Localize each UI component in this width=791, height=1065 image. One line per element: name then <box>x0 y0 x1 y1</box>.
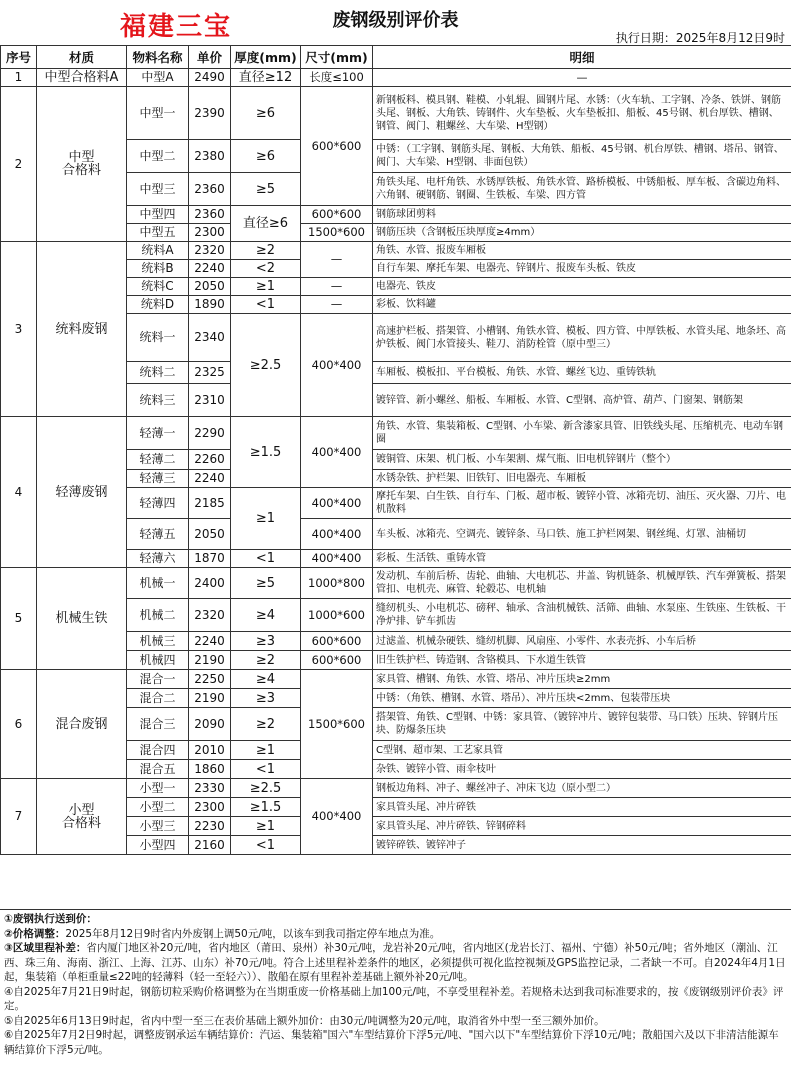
thickness-cell: ≥3 <box>231 632 301 651</box>
name-cell: 轻薄一 <box>127 417 189 450</box>
thickness-cell: <2 <box>231 260 301 278</box>
size-cell: 400*400 <box>301 488 373 519</box>
name-cell: 统料一 <box>127 314 189 362</box>
page-title: 废钢级别评价表 <box>332 10 459 31</box>
seq-cell: 6 <box>1 670 37 779</box>
detail-cell: 钢板边角料、冲子、螺丝冲子、冲床飞边（原小型二） <box>373 779 791 798</box>
thickness-cell: <1 <box>231 550 301 568</box>
price-cell: 2160 <box>189 836 231 855</box>
price-cell: 2240 <box>189 632 231 651</box>
seq-cell: 7 <box>1 779 37 855</box>
detail-cell: 杂铁、镀锌小管、雨伞枝叶 <box>373 760 791 779</box>
material-cell: 中型合格料A <box>37 69 127 87</box>
thickness-cell: <1 <box>231 296 301 314</box>
thickness-cell: ≥4 <box>231 599 301 632</box>
detail-cell: 钢筋压块（含钢板压块厚度≥4mm） <box>373 224 791 242</box>
seq-cell: 4 <box>1 417 37 568</box>
table-row <box>1 87 791 140</box>
size-cell: 400*400 <box>301 519 373 550</box>
detail-cell: C型钢、超市架、工艺家具管 <box>373 741 791 760</box>
detail-cell: 家具管头尾、冲片碎铁、锌钢碎料 <box>373 817 791 836</box>
detail-cell: 自行车架、摩托车架、电器壳、锌钢片、报废车头板、铁皮 <box>373 260 791 278</box>
size-cell: — <box>301 242 373 278</box>
table-row <box>1 568 791 599</box>
price-cell: 1870 <box>189 550 231 568</box>
note-text: ⑥自2025年7月2日9时起，调整废钢承运车辆结算价：汽运、集装箱"国六"车型结算价下浮5元/吨、"国六以下"车型结算价下浮10元/吨；散船国六及以下非清洁能源车辆结算价下浮5元/吨。 <box>4 1029 779 1056</box>
detail-cell: 搭架管、角铁、C型钢、中锈：家具管、（镀锌冲片、镀锌包装带、马口铁）压块、锌钢片压块、防爆条压块 <box>373 708 791 741</box>
table-row <box>1 670 791 689</box>
size-cell: 1500*600 <box>301 670 373 779</box>
thickness-cell: ≥5 <box>231 173 301 206</box>
name-cell: 中型A <box>127 69 189 87</box>
detail-cell: 镀锌管、新小螺丝、船板、车厢板、水管、C型钢、高炉管、葫芦、门窗架、钢筋架 <box>373 384 791 417</box>
name-cell: 小型二 <box>127 798 189 817</box>
price-cell: 2300 <box>189 798 231 817</box>
price-cell: 2325 <box>189 362 231 384</box>
name-cell: 轻薄五 <box>127 519 189 550</box>
thickness-cell: ≥2 <box>231 651 301 670</box>
size-cell: — <box>301 296 373 314</box>
detail-cell: 彩板、生活铁、重铸水管 <box>373 550 791 568</box>
price-cell: 2400 <box>189 568 231 599</box>
price-cell: 2090 <box>189 708 231 741</box>
thickness-cell: ≥1 <box>231 488 301 550</box>
thickness-cell: 直径≥6 <box>231 206 301 242</box>
note-3 <box>4 941 787 985</box>
detail-cell: 镀铜管、床架、机门板、小车架割、煤气瓶、旧电机锌钢片（整个） <box>373 450 791 470</box>
price-cell: 2360 <box>189 206 231 224</box>
material-cell: 轻薄废钢 <box>37 417 127 568</box>
size-cell: 600*600 <box>301 651 373 670</box>
name-cell: 中型一 <box>127 87 189 140</box>
table-row <box>1 417 791 450</box>
material-cell: 机械生铁 <box>37 568 127 670</box>
note-4 <box>4 985 787 1014</box>
thickness-cell: ≥1.5 <box>231 417 301 488</box>
detail-cell: 钢筋球团剪料 <box>373 206 791 224</box>
thickness-cell: ≥1 <box>231 278 301 296</box>
header-seq: 序号 <box>1 46 37 69</box>
name-cell: 小型三 <box>127 817 189 836</box>
price-cell: 2260 <box>189 450 231 470</box>
price-cell: 2290 <box>189 417 231 450</box>
detail-cell: 缝纫机头、小电机芯、磅秤、轴承、含油机械铁、活筛、曲轴、水泵座、生铁座、生铁板、干净炉排、铲车抓齿 <box>373 599 791 632</box>
name-cell: 机械一 <box>127 568 189 599</box>
note-text: ⑤自2025年6月13日9时起，省内中型一至三在表价基础上额外加价：由30元/吨调整为20元/吨，取消省外中型一至三额外加价。 <box>4 1014 605 1027</box>
size-cell: 400*400 <box>301 417 373 488</box>
thickness-cell: ≥4 <box>231 670 301 689</box>
price-cell: 2310 <box>189 384 231 417</box>
size-cell: — <box>301 278 373 296</box>
notes-section <box>0 909 791 1059</box>
note-label: ①废钢执行送到价： <box>4 913 97 925</box>
price-cell: 2190 <box>189 689 231 708</box>
thickness-cell: ≥2 <box>231 242 301 260</box>
name-cell: 中型二 <box>127 140 189 173</box>
thickness-cell: ≥5 <box>231 568 301 599</box>
seq-cell: 5 <box>1 568 37 670</box>
material-cell: 统料废钢 <box>37 242 127 417</box>
thickness-cell: ≥1 <box>231 817 301 836</box>
note-6 <box>4 1028 787 1057</box>
name-cell: 统料C <box>127 278 189 296</box>
header-thickness: 厚度(mm) <box>231 46 301 69</box>
table-row <box>1 242 791 260</box>
size-cell: 400*400 <box>301 550 373 568</box>
price-cell: 2300 <box>189 224 231 242</box>
note-2 <box>4 927 787 942</box>
detail-cell: 镀锌碎铁、镀锌冲子 <box>373 836 791 855</box>
price-cell: 2320 <box>189 242 231 260</box>
seq-cell: 3 <box>1 242 37 417</box>
header-name: 物料名称 <box>127 46 189 69</box>
note-1 <box>4 912 787 927</box>
name-cell: 混合三 <box>127 708 189 741</box>
detail-cell: 彩板、饮料罐 <box>373 296 791 314</box>
detail-cell: 家具管、槽钢、角铁、水管、塔吊、冲片压块≥2mm <box>373 670 791 689</box>
detail-cell: 旧生铁护栏、铸造钢、含铬模具、下水道生铁管 <box>373 651 791 670</box>
header-size: 尺寸(mm) <box>301 46 373 69</box>
detail-cell: 过滤盖、机械杂硬铁、缝纫机脚、风扇座、小零件、水表壳拆、小车后桥 <box>373 632 791 651</box>
note-text: 2025年8月12日9时省内外废钢上调50元/吨，以该车到我司指定停车地点为准。 <box>65 927 441 940</box>
detail-cell: 车厢板、模板扣、平台模板、角铁、水管、螺丝飞边、重铸铁轨 <box>373 362 791 384</box>
size-cell: 长度≤100 <box>301 69 373 87</box>
price-cell: 2250 <box>189 670 231 689</box>
note-text: 省内厦门地区补20元/吨，省内地区（莆田、泉州）补30元/吨，龙岩补20元/吨，省内地区(龙岩长汀、福州、宁德）补50元/吨；省外地区（潮汕、江西、珠三角、海南、浙江、上海、江苏、山东）补70元/吨。符合上述里程补差条件的地区，必须提供可视化监控视频及GPS监控记录，二者缺一不可。自2024年4月1日起，集装箱（单柜重量≤22吨的轻薄料（轻一至轻六））、散船在原有里程补差基础上额外补20元/吨。 <box>4 942 786 983</box>
table-row <box>1 779 791 798</box>
header-row <box>1 46 791 69</box>
detail-cell: 水锈杂铁、护栏架、旧铁钉、旧电器壳、车厢板 <box>373 470 791 488</box>
price-cell: 1890 <box>189 296 231 314</box>
header-price: 单价 <box>189 46 231 69</box>
name-cell: 统料B <box>127 260 189 278</box>
note-label: ③区域里程补差： <box>4 942 87 954</box>
price-cell: 2340 <box>189 314 231 362</box>
price-cell: 2050 <box>189 278 231 296</box>
name-cell: 混合一 <box>127 670 189 689</box>
size-cell: 600*600 <box>301 632 373 651</box>
price-cell: 2330 <box>189 779 231 798</box>
price-cell: 1860 <box>189 760 231 779</box>
seq-cell: 1 <box>1 69 37 87</box>
note-5 <box>4 1014 787 1029</box>
thickness-cell: ≥2.5 <box>231 779 301 798</box>
note-text: ④自2025年7月21日9时起，钢筋切粒采购价格调整为在当期重废一价格基础上加100元/吨，不享受里程补差。若规格未达到我司标准要求的，按《废钢级别评价表》评定。 <box>4 985 784 1012</box>
detail-cell: 电器壳、铁皮 <box>373 278 791 296</box>
size-cell: 400*400 <box>301 314 373 417</box>
thickness-cell: 直径≥12 <box>231 69 301 87</box>
name-cell: 混合四 <box>127 741 189 760</box>
detail-cell: 家具管头尾、冲片碎铁 <box>373 798 791 817</box>
detail-cell: 高速护栏板、搭架管、小槽钢、角铁水管、模板、四方管、中厚铁板、水管头尾、地条坯、高炉铁板、阀门水管接头、鞋刀、消防栓管（原中型三） <box>373 314 791 362</box>
detail-cell: 新钢板料、模具钢、鞋模、小轧辊、圆钢片尾、水锈：（火车轨、工字钢、冷条、铁饼、钢筋头尾、钢板、大角铁、铸钢件、火车垫板、火车垫板扣、船板、45号钢、机台厚铁、槽钢、钢管、阀门、粗螺丝、大车梁、H型钢） <box>373 87 791 140</box>
thickness-cell: ≥6 <box>231 140 301 173</box>
detail-cell: 车头板、冰箱壳、空调壳、镀锌条、马口铁、施工护栏网架、钢丝绳、灯罩、油桶切 <box>373 519 791 550</box>
detail-cell: 摩托车架、白生铁、自行车、门板、超市板、镀锌小管、冰箱壳切、油压、灭火器、刀片、电机散料 <box>373 488 791 519</box>
detail-cell: 角铁、水管、集装箱板、C型钢、小车梁、新含漆家具管、旧铁线头尾、压缩机壳、电动车钢圈 <box>373 417 791 450</box>
detail-cell: 角铁、水管、报废车厢板 <box>373 242 791 260</box>
name-cell: 机械二 <box>127 599 189 632</box>
name-cell: 轻薄二 <box>127 450 189 470</box>
price-cell: 2490 <box>189 69 231 87</box>
material-cell: 中型 合格料 <box>37 87 127 242</box>
thickness-cell: <1 <box>231 836 301 855</box>
detail-cell: 角铁头尾、电杆角铁、水锈厚铁板、角铁水管、路桥模板、中锈船板、厚车板、含碳边角料、六角钢、硬钢筋、钢圈、生铁板、车梁、四方管 <box>373 173 791 206</box>
thickness-cell: ≥2 <box>231 708 301 741</box>
price-cell: 2185 <box>189 488 231 519</box>
name-cell: 统料D <box>127 296 189 314</box>
name-cell: 统料二 <box>127 362 189 384</box>
detail-cell: 发动机、车前后桥、齿轮、曲轴、大电机芯、井盖、钩机链条、机械厚铁、汽车弹簧板、搭架管扣、电机壳、麻管、轮毂芯、电机轴 <box>373 568 791 599</box>
execution-date: 执行日期：2025年8月12日9时 <box>615 31 785 45</box>
price-cell: 2390 <box>189 87 231 140</box>
price-cell: 2320 <box>189 599 231 632</box>
name-cell: 小型一 <box>127 779 189 798</box>
size-cell: 600*600 <box>301 87 373 206</box>
size-cell: 1000*800 <box>301 568 373 599</box>
header-detail: 明细 <box>373 46 791 69</box>
name-cell: 混合二 <box>127 689 189 708</box>
detail-cell: — <box>373 69 791 87</box>
material-cell: 混合废钢 <box>37 670 127 779</box>
price-cell: 2190 <box>189 651 231 670</box>
name-cell: 统料三 <box>127 384 189 417</box>
price-cell: 2240 <box>189 260 231 278</box>
name-cell: 中型三 <box>127 173 189 206</box>
table-row <box>1 69 791 87</box>
name-cell: 轻薄三 <box>127 470 189 488</box>
price-cell: 2360 <box>189 173 231 206</box>
thickness-cell: <1 <box>231 760 301 779</box>
size-cell: 1500*600 <box>301 224 373 242</box>
price-cell: 2230 <box>189 817 231 836</box>
grade-table <box>0 45 791 855</box>
size-cell: 400*400 <box>301 779 373 855</box>
detail-cell: 中锈：（工字钢、钢筋头尾、钢板、大角铁、船板、45号钢、机台厚铁、槽钢、塔吊、钢管、阀门、大车梁、H型钢、非面包铁） <box>373 140 791 173</box>
size-cell: 1000*600 <box>301 599 373 632</box>
price-cell: 2010 <box>189 741 231 760</box>
name-cell: 中型五 <box>127 224 189 242</box>
name-cell: 中型四 <box>127 206 189 224</box>
seq-cell: 2 <box>1 87 37 242</box>
name-cell: 轻薄四 <box>127 488 189 519</box>
thickness-cell: ≥1.5 <box>231 798 301 817</box>
header-material: 材质 <box>37 46 127 69</box>
name-cell: 机械三 <box>127 632 189 651</box>
size-cell: 600*600 <box>301 206 373 224</box>
brand-logo: 福建三宝 <box>120 12 233 42</box>
material-cell: 小型 合格料 <box>37 779 127 855</box>
detail-cell: 中锈：（角铁、槽钢、水管、塔吊）、冲片压块<2mm、包装带压块 <box>373 689 791 708</box>
thickness-cell: ≥1 <box>231 741 301 760</box>
name-cell: 小型四 <box>127 836 189 855</box>
price-cell: 2050 <box>189 519 231 550</box>
thickness-cell: ≥2.5 <box>231 314 301 417</box>
thickness-cell: ≥3 <box>231 689 301 708</box>
name-cell: 机械四 <box>127 651 189 670</box>
name-cell: 轻薄六 <box>127 550 189 568</box>
thickness-cell: ≥6 <box>231 87 301 140</box>
name-cell: 统料A <box>127 242 189 260</box>
price-cell: 2380 <box>189 140 231 173</box>
price-cell: 2240 <box>189 470 231 488</box>
note-label: ②价格调整： <box>4 927 66 940</box>
name-cell: 混合五 <box>127 760 189 779</box>
